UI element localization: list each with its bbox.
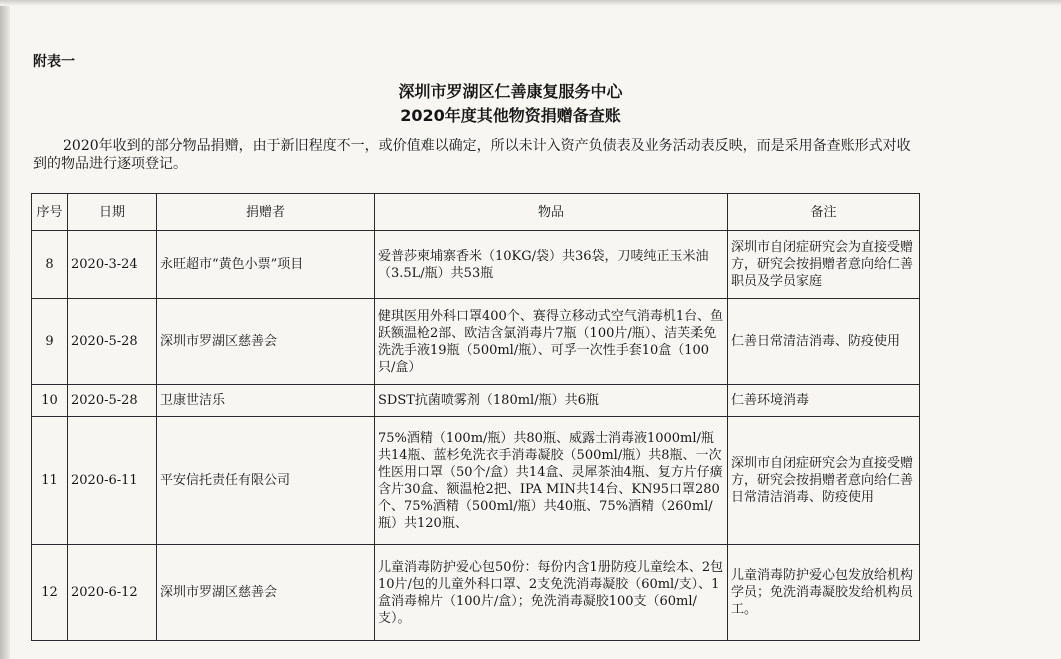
cell-date: 2020-6-11 [68, 417, 157, 545]
document-title-line2: 2020年度其他物资捐赠备查账 [400, 106, 621, 125]
header-seq: 序号 [32, 194, 68, 231]
cell-items: SDST抗菌喷雾剂（180ml/瓶）共6瓶 [375, 385, 728, 417]
document-title-line1: 深圳市罗湖区仁善康复服务中心 [398, 82, 623, 101]
cell-donor: 卫康世洁乐 [157, 385, 375, 417]
cell-note: 仁善环境消毒 [728, 385, 920, 417]
intro-paragraph: 2020年收到的部分物品捐赠，由于新旧程度不一，或价值难以确定，所以未计入资产负债表及业务活动表反映，而是采用备查账形式对收到的物品进行逐项登记。 [33, 138, 911, 172]
cell-items: 儿童消毒防护爱心包50份：每份内含1册防疫儿童绘本、2包10片/包的儿童外科口罩、2支免洗消毒凝胶（60ml/支）、1盒消毒棉片（100片/盒）；免洗消毒凝胶100支（60ml/支）。 [375, 545, 728, 641]
table-row [32, 417, 920, 545]
cell-seq: 8 [32, 231, 68, 299]
header-note: 备注 [728, 194, 920, 231]
table-row [32, 231, 920, 299]
cell-items: 健琪医用外科口罩400个、赛得立移动式空气消毒机1台、鱼跃额温枪2部、欧洁含氯消毒片7瓶（100片/瓶）、洁芙柔免洗洗手液19瓶（500ml/瓶）、可孚一次性手套10盒（100只/盒） [375, 299, 728, 385]
cell-seq: 10 [32, 385, 68, 417]
cell-date: 2020-5-28 [68, 385, 157, 417]
cell-items: 75%酒精（100m/瓶）共80瓶、威露士消毒液1000ml/瓶共14瓶、蓝杉免洗衣手消毒凝胶（500ml/瓶）共8瓶、一次性医用口罩（50个/盒）共14盒、灵犀茶油4瓶、复方片仔癀含片30盒、额温枪2把、IPA MIN共14台、KN95口罩280个、75%酒精（500ml/瓶）共40瓶、75%酒精（260ml/瓶）共120瓶、 [375, 417, 728, 545]
cell-seq: 12 [32, 545, 68, 641]
table-header-row [32, 194, 920, 231]
cell-note: 仁善日常清洁消毒、防疫使用 [728, 299, 920, 385]
cell-donor: 深圳市罗湖区慈善会 [157, 299, 375, 385]
header-date: 日期 [68, 194, 157, 231]
cell-donor: 平安信托责任有限公司 [157, 417, 375, 545]
cell-date: 2020-6-12 [68, 545, 157, 641]
cell-date: 2020-3-24 [68, 231, 157, 299]
table-row [32, 385, 920, 417]
cell-note: 深圳市自闭症研究会为直接受赠方，研究会按捐赠者意向给仁善职员及学员家庭 [728, 231, 920, 299]
attachment-label: 附表一 [33, 54, 75, 70]
cell-note: 儿童消毒防护爱心包发放给机构学员；免洗消毒凝胶发给机构员工。 [728, 545, 920, 641]
header-donor: 捐赠者 [157, 194, 375, 231]
cell-donor: 深圳市罗湖区慈善会 [157, 545, 375, 641]
cell-note: 深圳市自闭症研究会为直接受赠方，研究会按捐赠者意向给仁善日常清洁消毒、防疫使用 [728, 417, 920, 545]
table-row [32, 299, 920, 385]
cell-date: 2020-5-28 [68, 299, 157, 385]
cell-seq: 9 [32, 299, 68, 385]
cell-items: 爱普莎柬埔寨香米（10KG/袋）共36袋，刀唛纯正玉米油（3.5L/瓶）共53瓶 [375, 231, 728, 299]
cell-donor: 永旺超市“黄色小票”项目 [157, 231, 375, 299]
donation-ledger-table [31, 193, 920, 641]
page-shadow-top [0, 0, 1061, 6]
table-row [32, 545, 920, 641]
cell-seq: 11 [32, 417, 68, 545]
header-items: 物品 [375, 194, 728, 231]
